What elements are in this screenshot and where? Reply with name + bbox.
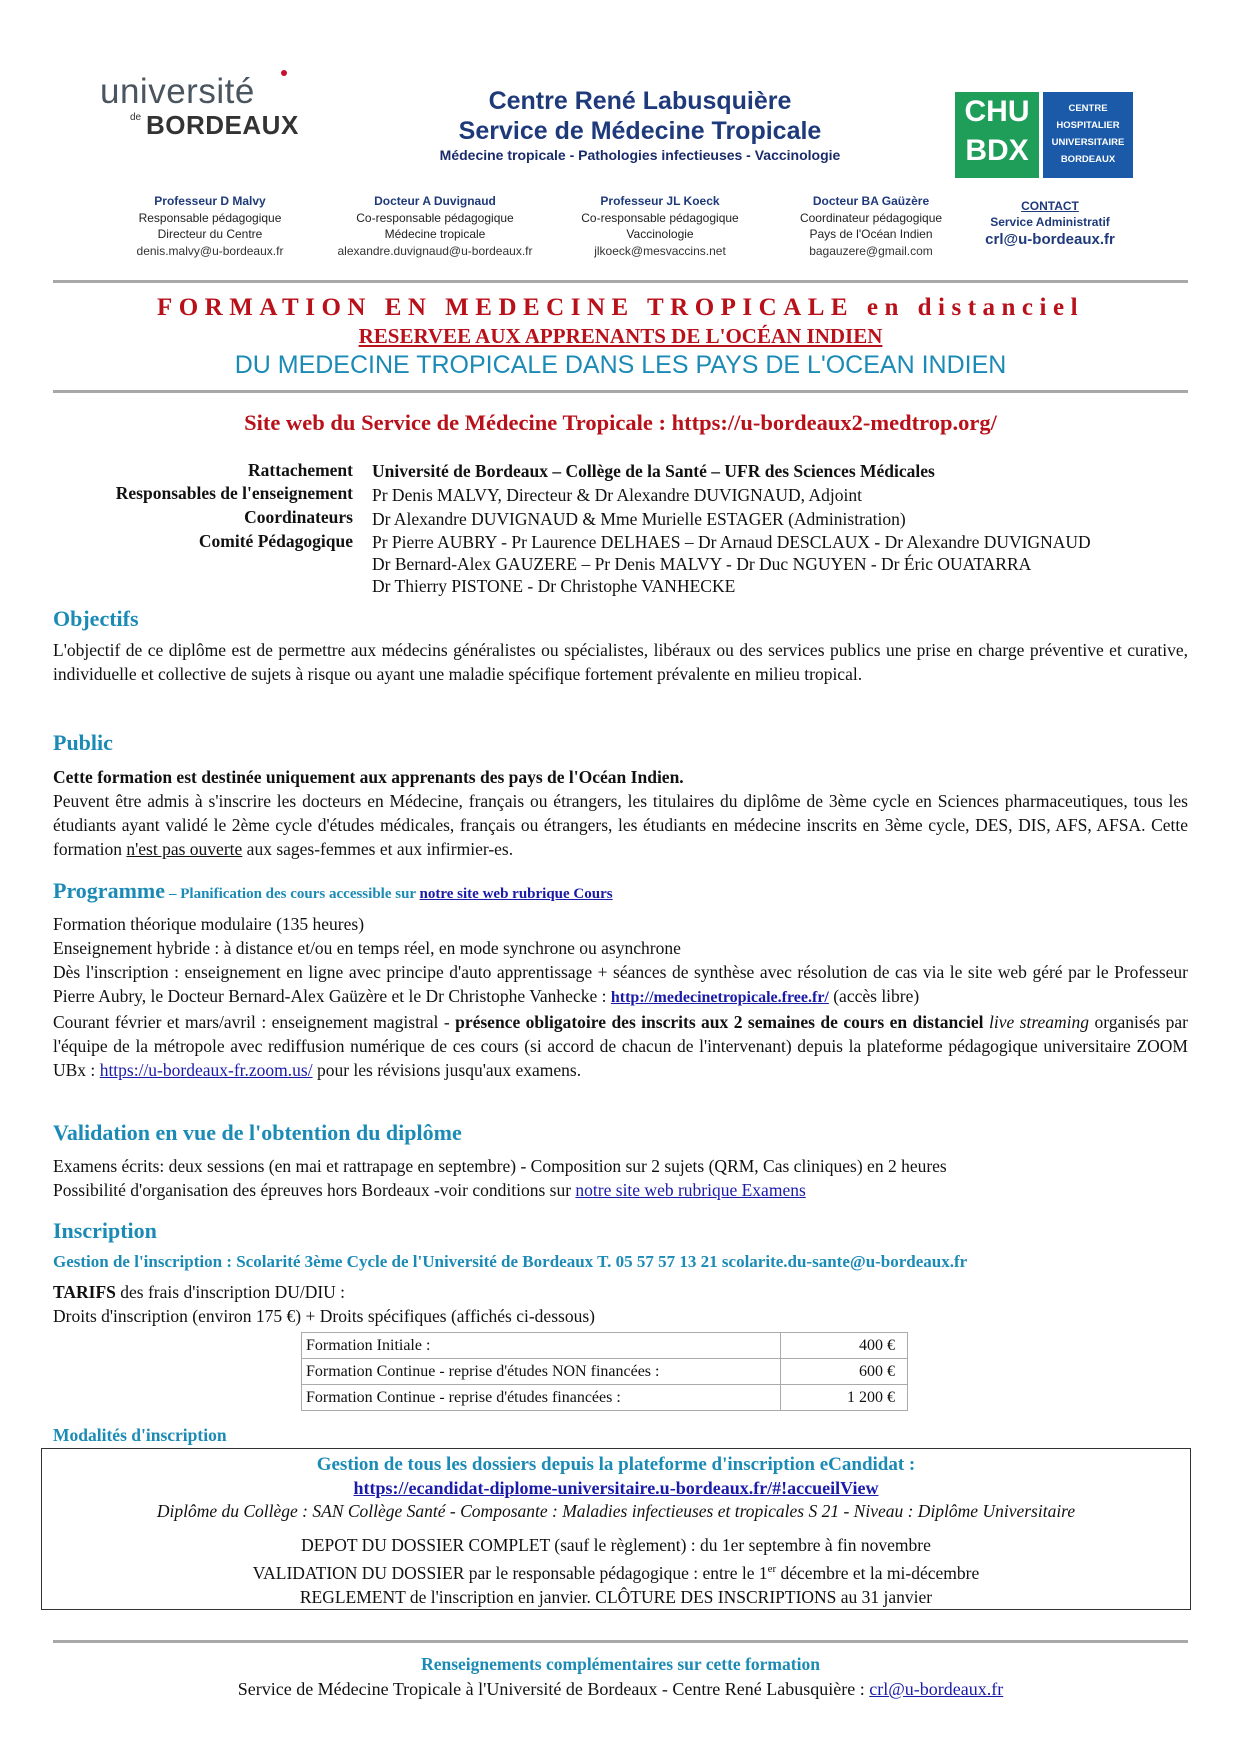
staff-role: Responsable pédagogique xyxy=(138,210,282,225)
modalites-title: Modalités d'inscription xyxy=(53,1425,227,1445)
examens-link[interactable]: notre site web rubrique Examens xyxy=(575,1180,806,1200)
box-validation-b: décembre et la mi-décembre xyxy=(776,1562,980,1583)
validation-title: Validation en vue de l'obtention du diplôme xyxy=(53,1120,462,1145)
logo-line2: BORDEAUX xyxy=(146,110,299,140)
objectifs-title: Objectifs xyxy=(53,606,139,631)
universite-bordeaux-logo xyxy=(100,74,300,149)
bdx-text: BDX xyxy=(965,134,1029,167)
box-validation-a: VALIDATION DU DOSSIER par le responsable pédagogique : entre le 1 xyxy=(252,1562,768,1583)
footer-email-link[interactable]: crl@u-bordeaux.fr xyxy=(869,1679,1004,1699)
staff-role2: Vaccinologie xyxy=(626,227,694,241)
chu-side-line: CENTRE xyxy=(1068,103,1108,114)
ecandidat-link[interactable]: https://ecandidat-diplome-universitaire.u-bordeaux.fr/#!accueilView xyxy=(353,1478,879,1498)
chu-bdx-logo xyxy=(955,92,1133,178)
staff-gauzere xyxy=(766,193,976,259)
contact-service: Service Administratif xyxy=(990,215,1110,229)
rattachement-label: Rattachement xyxy=(248,460,353,480)
table-row xyxy=(302,1359,908,1385)
programme-l4-suffix: pour les révisions jusqu'aux examens. xyxy=(312,1060,582,1080)
objectifs-text: L'objectif de ce diplôme est de permettre aux médecins généralistes ou spécialistes, libéraux ou des services publics une prise en charge préventive et curative, individuelle et collective de sujets à risque ou ayant une maladie spécifique fortement prévalente en milieu tropical. xyxy=(53,640,1188,684)
staff-malvy xyxy=(105,193,315,259)
staff-email[interactable]: alexandre.duvignaud@u-bordeaux.fr xyxy=(337,243,533,258)
comite-line: Pr Pierre AUBRY - Pr Laurence DELHAES – Dr Arnaud DESCLAUX - Dr Alexandre DUVIGNAUD xyxy=(372,532,1091,552)
divider xyxy=(53,280,1188,283)
tarif-amount: 600 € xyxy=(781,1359,908,1385)
programme-l4 xyxy=(53,1010,1188,1082)
public-title: Public xyxy=(53,730,113,755)
contact-email[interactable]: crl@u-bordeaux.fr xyxy=(985,231,1115,248)
banner-reserved: RESERVEE AUX APPRENANTS DE L'OCÉAN INDIEN xyxy=(358,324,883,348)
banner-suffix: en distanciel xyxy=(866,294,1085,321)
comite-line: Dr Bernard-Alex GAUZERE – Pr Denis MALVY - Dr Duc NGUYEN - Dr Éric OUATARRA xyxy=(372,554,1032,574)
programme-l1: Formation théorique modulaire (135 heures) xyxy=(53,914,365,934)
tarif-label: Formation Continue - reprise d'études NON financées : xyxy=(302,1359,781,1385)
tarif-label: Formation Continue - reprise d'études financées : xyxy=(302,1385,781,1411)
tarifs-line xyxy=(53,1280,1188,1304)
chu-side-line: UNIVERSITAIRE xyxy=(1051,137,1125,148)
contact-block xyxy=(960,198,1140,250)
box-validation-sup: er xyxy=(767,1563,777,1575)
programme-l4-text: Courant février et mars/avril : enseignement magistral - xyxy=(53,1012,456,1032)
chu-side-line: HOSPITALIER xyxy=(1056,120,1120,131)
service-title: Service de Médecine Tropicale xyxy=(458,117,822,145)
programme-l4-text-b: organisés par l'équipe de la métropole avec rediffusion numérique de ces cours (si accord de chacun de l'intervenant) depuis la plateforme pédagogique universitaire ZOOM UBx : xyxy=(53,1012,1189,1080)
programme-l3-text: Dès l'inscription : enseignement en ligne avec principe d'auto apprentissage + séances de synthèse avec résolution de cas via le site web géré par le Professeur Pierre Aubry, le Docteur Bernard-Alex Gaüzère et le Dr Christophe Vanhecke : xyxy=(53,962,1188,1006)
staff-name: Professeur JL Koeck xyxy=(600,194,720,208)
validation-l2-text: Possibilité d'organisation des épreuves hors Bordeaux -voir conditions sur xyxy=(53,1180,576,1200)
zoom-link[interactable]: https://u-bordeaux-fr.zoom.us/ xyxy=(99,1060,313,1080)
responsables-value: Pr Denis MALVY, Directeur & Dr Alexandre DUVIGNAUD, Adjoint xyxy=(372,485,862,505)
staff-role2: Directeur du Centre xyxy=(157,227,263,241)
box-italic: Diplôme du Collège : SAN Collège Santé - Composante : Maladies infectieuses et tropicales S 21 - Niveau : Diplôme Universitaire xyxy=(156,1501,1076,1521)
staff-name: Docteur A Duvignaud xyxy=(374,194,496,208)
programme-heading xyxy=(53,878,1188,904)
logo-de: de xyxy=(130,112,142,123)
info-values xyxy=(372,460,1172,597)
info-labels xyxy=(53,460,353,580)
responsables-label: Responsables de l'enseignement xyxy=(115,483,353,503)
staff-name: Professeur D Malvy xyxy=(154,194,266,208)
tarifs-bold: TARIFS xyxy=(53,1282,116,1302)
staff-role: Co-responsable pédagogique xyxy=(356,210,514,225)
box-depot: DEPOT DU DOSSIER COMPLET (sauf le règlement) : du 1er septembre à fin novembre xyxy=(301,1535,931,1555)
inscription-gestion: Gestion de l'inscription : Scolarité 3ème Cycle de l'Université de Bordeaux T. 05 57 57 13 21 scolarite.du-sante@u-bordeaux.fr xyxy=(53,1252,968,1271)
staff-role: Co-responsable pédagogique xyxy=(581,210,739,225)
footer-text: Service de Médecine Tropicale à l'Université de Bordeaux - Centre René Labusquière : xyxy=(237,1679,870,1699)
footer-line xyxy=(53,1676,1188,1702)
comite-label: Comité Pédagogique xyxy=(198,531,353,551)
divider xyxy=(53,390,1188,393)
tarif-label: Formation Initiale : xyxy=(302,1333,781,1359)
public-body xyxy=(53,765,1188,861)
validation-l1: Examens écrits: deux sessions (en mai et rattrapage en septembre) - Composition sur 2 sujets (QRM, Cas cliniques) en 2 heures xyxy=(53,1156,947,1176)
staff-role: Coordinateur pédagogique xyxy=(799,210,943,225)
divider xyxy=(53,1640,1188,1643)
medecinetropicale-link[interactable]: http://medecinetropicale.free.fr/ xyxy=(610,989,829,1006)
tarifs-table xyxy=(301,1332,908,1411)
banner-du: DU MEDECINE TROPICALE DANS LES PAYS DE L'OCEAN INDIEN xyxy=(234,351,1007,379)
center-title: Centre René Labusquière xyxy=(488,87,792,115)
logo-line1: université xyxy=(100,72,255,111)
footer-title: Renseignements complémentaires sur cette formation xyxy=(421,1654,820,1674)
staff-role2: Pays de l'Océan Indien xyxy=(809,227,933,241)
table-row xyxy=(302,1333,908,1359)
public-text xyxy=(53,789,1188,861)
coordinateurs-label: Coordinateurs xyxy=(244,507,353,527)
staff-name: Docteur BA Gaüzère xyxy=(812,194,930,208)
comite-line: Dr Thierry PISTONE - Dr Christophe VANHECKE xyxy=(372,576,736,596)
programme-l4-italic: live streaming xyxy=(983,1012,1090,1032)
programme-l3 xyxy=(53,960,1188,1010)
tarifs-text: des frais d'inscription DU/DIU : xyxy=(115,1282,346,1302)
inscription-title: Inscription xyxy=(53,1218,157,1243)
table-row xyxy=(302,1385,908,1411)
programme-l3-suffix: (accès libre) xyxy=(828,986,920,1006)
programme-title: Programme xyxy=(53,878,165,903)
programme-subtitle: – Planification des cours accessible sur xyxy=(169,886,420,902)
staff-duvignaud xyxy=(330,193,540,259)
programme-l2: Enseignement hybride : à distance et/ou en temps réel, en mode synchrone ou asynchrone xyxy=(53,938,681,958)
staff-email[interactable]: jlkoeck@mesvaccins.net xyxy=(594,243,726,258)
validation-l2 xyxy=(53,1178,1188,1202)
footer xyxy=(53,1652,1188,1702)
staff-role2: Médecine tropicale xyxy=(384,227,486,241)
coordinateurs-value: Dr Alexandre DUVIGNAUD & Mme Murielle ESTAGER (Administration) xyxy=(372,509,906,529)
programme-l4-bold: présence obligatoire des inscrits aux 2 semaines de cours en distanciel xyxy=(455,1012,984,1032)
public-text-b: aux sages-femmes et aux infirmier-es. xyxy=(242,839,514,859)
website-line[interactable]: Site web du Service de Médecine Tropicale : https://u-bordeaux2-medtrop.org/ xyxy=(244,410,997,435)
contact-label[interactable]: CONTACT xyxy=(1021,199,1079,213)
header-subtitle: Médecine tropicale - Pathologies infectieuses - Vaccinologie xyxy=(439,147,841,163)
programme-cours-link[interactable]: notre site web rubrique Cours xyxy=(419,886,613,902)
box-reglement: REGLEMENT de l'inscription en janvier. CLÔTURE DES INSCRIPTIONS au 31 janvier xyxy=(299,1586,933,1607)
box-validation xyxy=(42,1557,1190,1585)
public-text-a: Peuvent être admis à s'inscrire les docteurs en Médecine, français ou étrangers, les titulaires du diplôme de 3ème cycle en Sciences pharmaceutiques, tous les étudiants ayant validé le 2ème cycle d'études médicales, français ou étrangers, les étudiants en médecine inscrits en 3ème cycle, DES, DIS, AFS, AFSA. Cette formation xyxy=(53,791,1188,859)
chu-text: CHU xyxy=(964,95,1030,128)
public-text-underline: n'est pas ouverte xyxy=(126,839,243,859)
chu-side-line: BORDEAUX xyxy=(1060,154,1116,165)
tarif-amount: 400 € xyxy=(781,1333,908,1359)
staff-email[interactable]: denis.malvy@u-bordeaux.fr xyxy=(136,243,284,258)
programme-body xyxy=(53,912,1188,1082)
staff-koeck xyxy=(555,193,765,259)
tarif-amount: 1 200 € xyxy=(781,1385,908,1411)
banner-title: FORMATION EN MEDECINE TROPICALE xyxy=(156,294,855,321)
box-title: Gestion de tous les dossiers depuis la plateforme d'inscription eCandidat : xyxy=(316,1454,916,1475)
modalites-box xyxy=(41,1448,1191,1610)
droits-line: Droits d'inscription (environ 175 €) + Droits spécifiques (affichés ci-dessous) xyxy=(53,1306,595,1326)
rattachement-value: Université de Bordeaux – Collège de la Santé – UFR des Sciences Médicales xyxy=(372,461,935,481)
validation-body xyxy=(53,1154,1188,1202)
public-bold: Cette formation est destinée uniquement aux apprenants des pays de l'Océan Indien. xyxy=(53,767,684,787)
staff-email[interactable]: bagauzere@gmail.com xyxy=(809,243,933,258)
tarifs-block xyxy=(53,1280,1188,1328)
